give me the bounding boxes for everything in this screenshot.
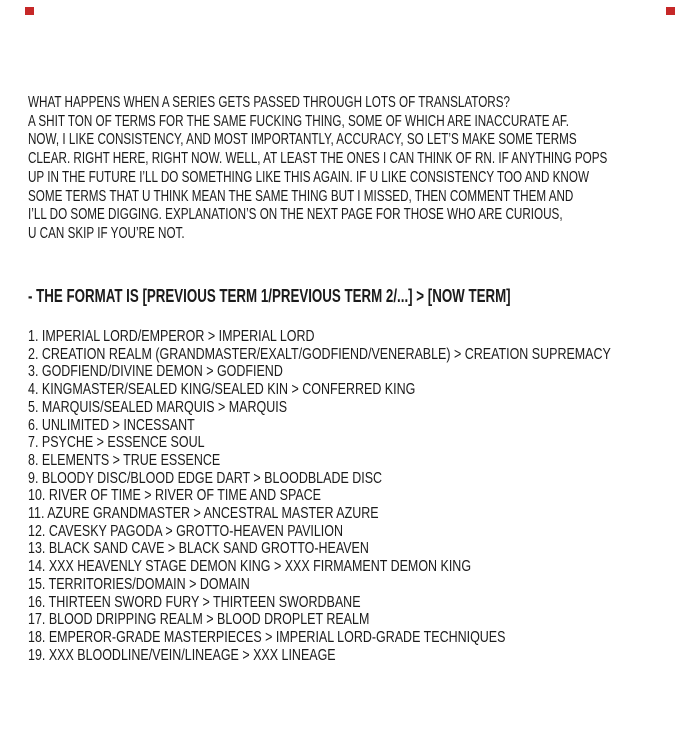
term-item: 1. IMPERIAL LORD/EMPEROR > IMPERIAL LORD — [28, 328, 315, 345]
intro-line: UP IN THE FUTURE I’LL DO SOMETHING LIKE THIS AGAIN. IF U LIKE CONSISTENCY TOO AND KNOW — [28, 168, 589, 186]
term-item: 7. PSYCHE > ESSENCE SOUL — [28, 434, 205, 452]
corner-mark-left — [25, 7, 34, 15]
intro-line: A SHIT TON OF TERMS FOR THE SAME FUCKING THING, SOME OF WHICH ARE INACCURATE AF. — [28, 112, 570, 130]
term-item: 18. EMPEROR-GRADE MASTERPIECES > IMPERIAL LORD-GRADE TECHNIQUES — [28, 628, 506, 646]
term-item: 15. TERRITORIES/DOMAIN > DOMAIN — [28, 575, 250, 593]
term-item: 17. BLOOD DRIPPING REALM > BLOOD DROPLET REALM — [28, 611, 370, 629]
intro-line: CLEAR. RIGHT HERE, RIGHT NOW. WELL, AT LEAST THE ONES I CAN THINK OF RN. IF ANYTHING POPS — [28, 150, 608, 168]
intro-line: SOME TERMS THAT U THINK MEAN THE SAME THING BUT I MISSED, THEN COMMENT THEM AND — [28, 187, 574, 205]
term-item: 13. BLACK SAND CAVE > BLACK SAND GROTTO-HEAVEN — [28, 540, 369, 558]
term-item: 3. GODFIEND/DIVINE DEMON > GODFIEND — [28, 363, 283, 381]
intro-line: I’LL DO SOME DIGGING. EXPLANATION’S ON THE NEXT PAGE FOR THOSE WHO ARE CURIOUS, — [28, 206, 563, 224]
term-item: 4. KINGMASTER/SEALED KING/SEALED KIN > CONFERRED KING — [28, 381, 416, 399]
intro-line: NOW, I LIKE CONSISTENCY, AND MOST IMPORTANTLY, ACCURACY, SO LET’S MAKE SOME TERMS — [28, 131, 577, 149]
term-item: 12. CAVESKY PAGODA > GROTTO-HEAVEN PAVILION — [28, 522, 343, 540]
intro-line: U CAN SKIP IF YOU’RE NOT. — [28, 224, 185, 242]
term-item: 10. RIVER OF TIME > RIVER OF TIME AND SPACE — [28, 487, 321, 505]
term-item: 9. BLOODY DISC/BLOOD EDGE DART > BLOODBLADE DISC — [28, 469, 383, 487]
intro-paragraph — [28, 94, 607, 244]
format-note: - THE FORMAT IS [PREVIOUS TERM 1/PREVIOUS TERM 2/...] > [NOW TERM] — [28, 286, 511, 306]
term-item: 11. AZURE GRANDMASTER > ANCESTRAL MASTER AZURE — [28, 505, 379, 523]
term-item: 6. UNLIMITED > INCESSANT — [28, 416, 195, 434]
term-item: 14. XXX HEAVENLY STAGE DEMON KING > XXX FIRMAMENT DEMON KING — [28, 558, 472, 576]
term-item: 19. XXX BLOODLINE/VEIN/LINEAGE > XXX LINEAGE — [28, 646, 336, 664]
term-item: 2. CREATION REALM (GRANDMASTER/EXALT/GODFIEND/VENERABLE) > CREATION SUPREMACY — [28, 345, 611, 363]
terms-list — [28, 328, 611, 664]
term-item: 16. THIRTEEN SWORD FURY > THIRTEEN SWORDBANE — [28, 593, 361, 611]
term-item: 5. MARQUIS/SEALED MARQUIS > MARQUIS — [28, 398, 288, 416]
term-item: 8. ELEMENTS > TRUE ESSENCE — [28, 451, 221, 469]
corner-mark-right — [666, 7, 675, 15]
intro-line: WHAT HAPPENS WHEN A SERIES GETS PASSED THROUGH LOTS OF TRANSLATORS? — [28, 94, 511, 111]
